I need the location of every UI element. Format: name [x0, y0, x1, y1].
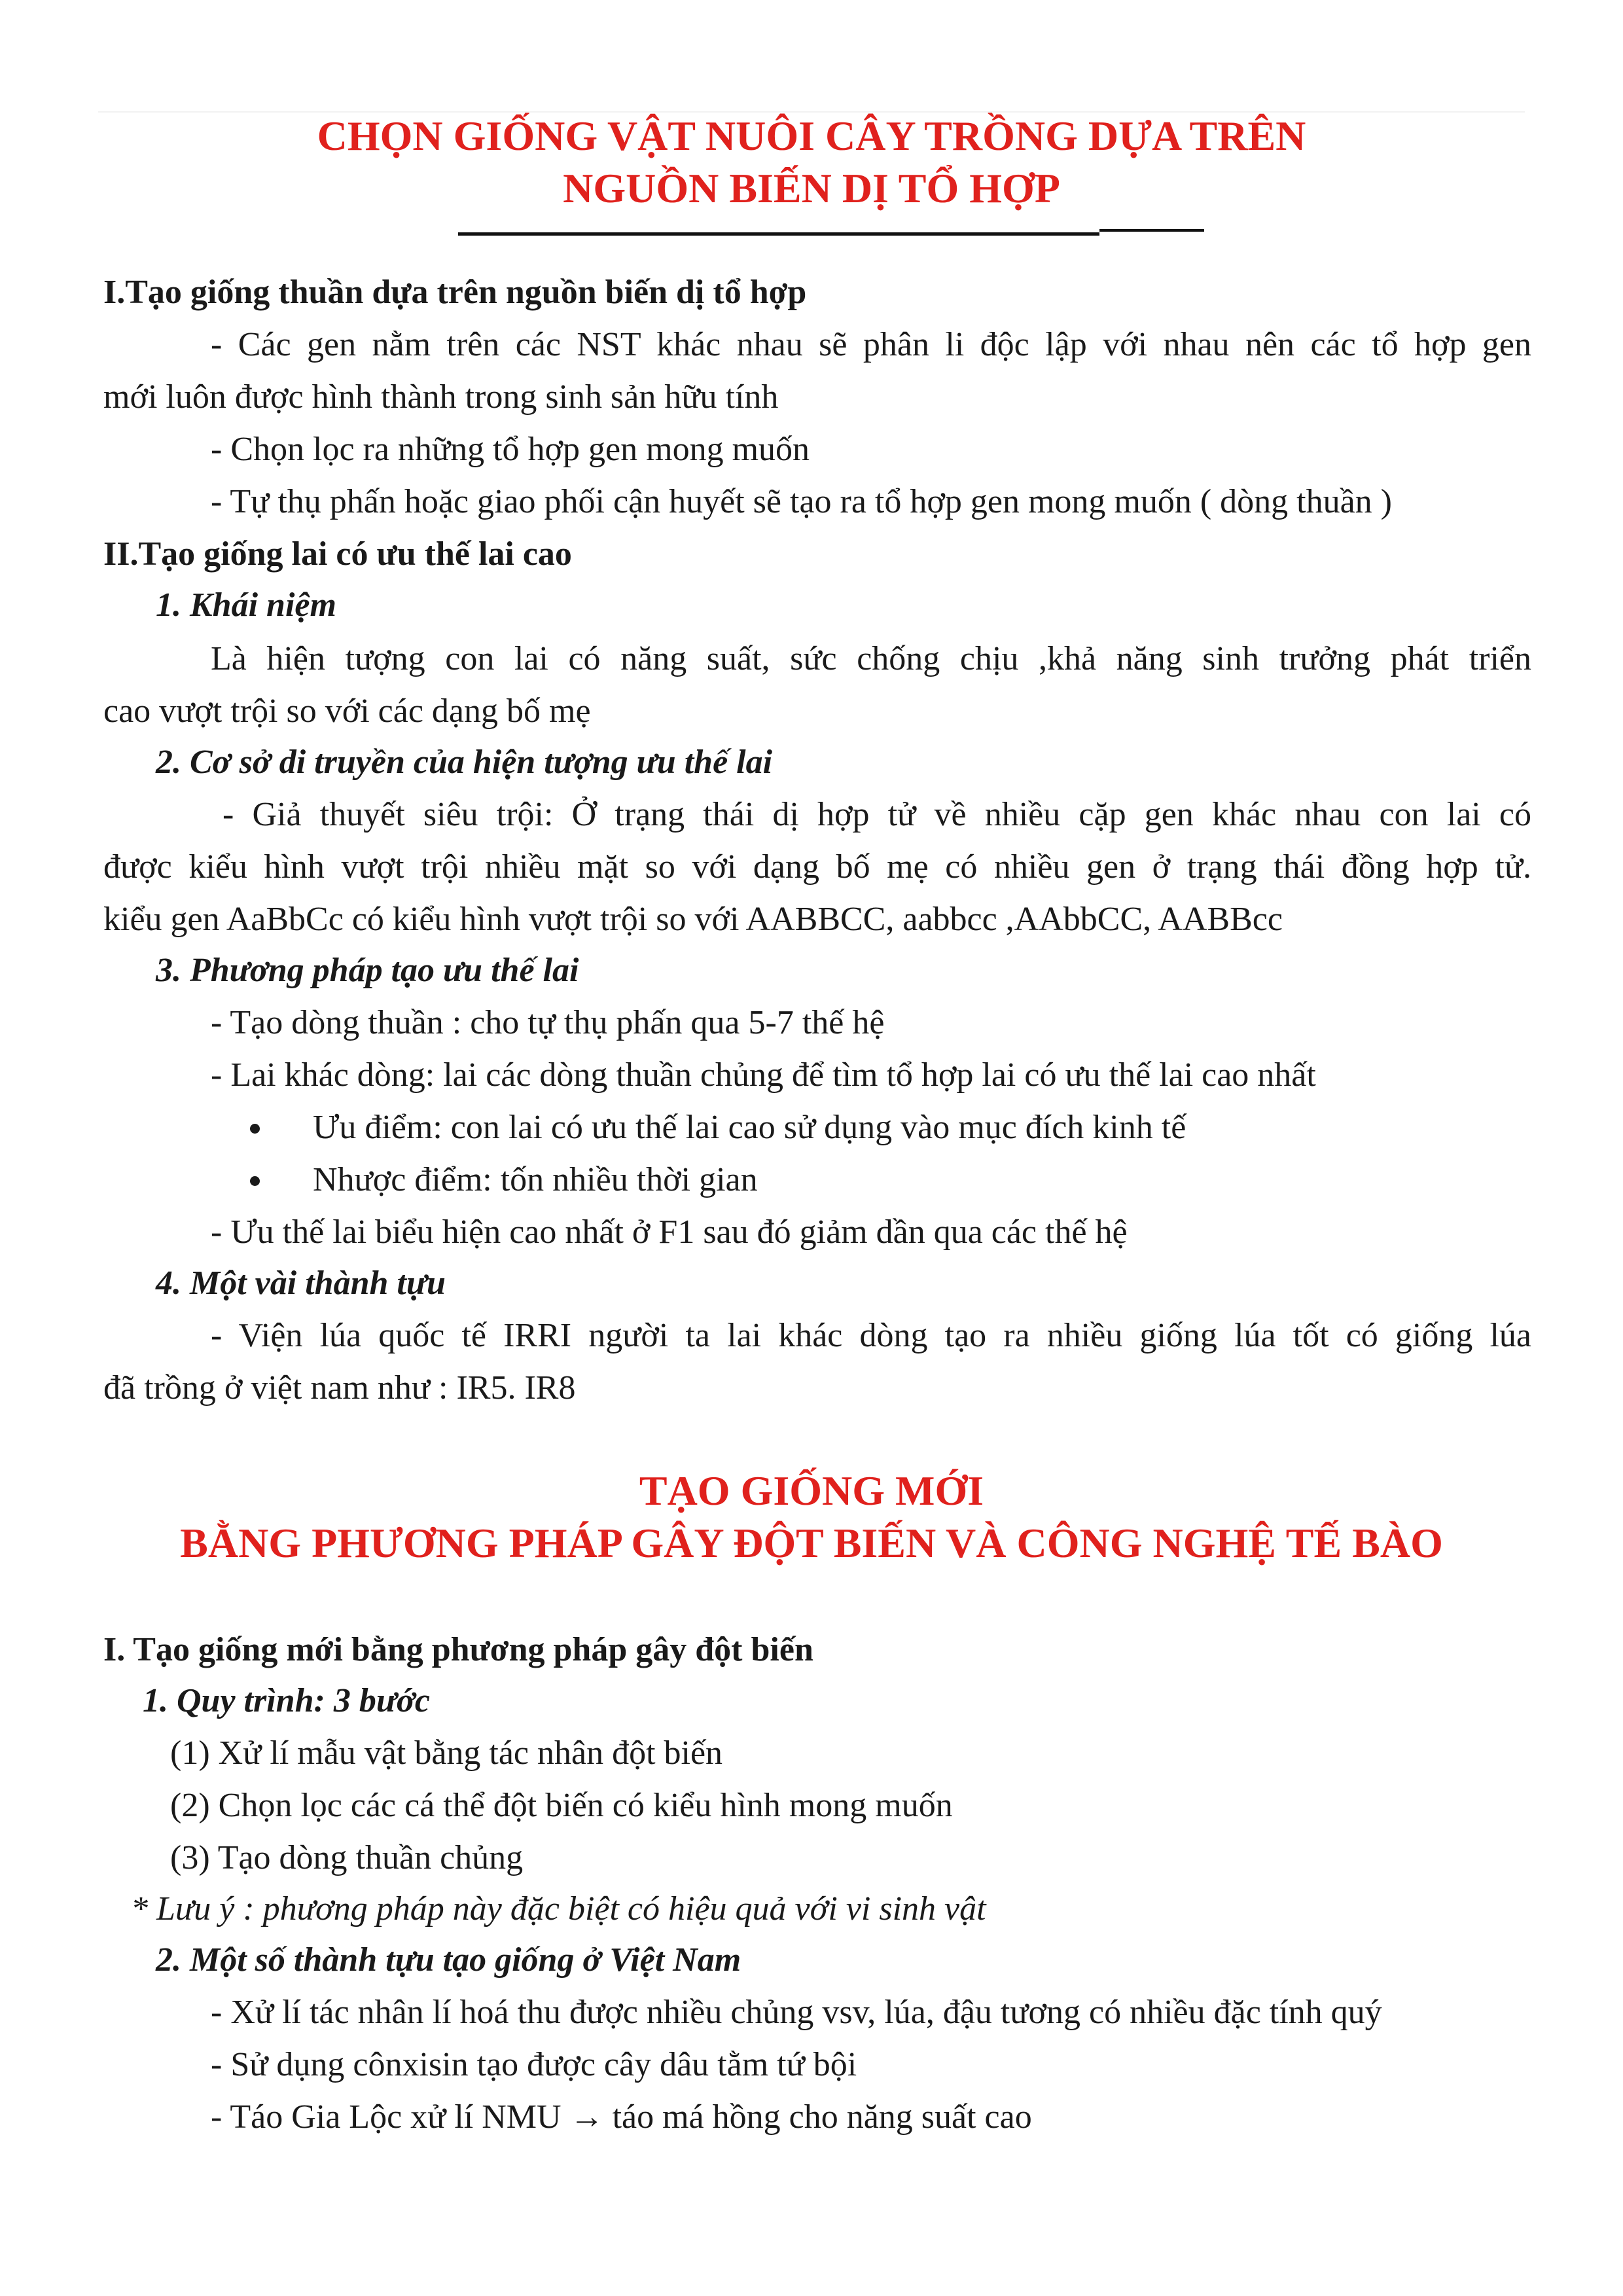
subheading-khai-niem: 1. Khái niệm: [156, 586, 336, 624]
heading-gay-dot-bien: I. Tạo giống mới bằng phương pháp gây đột biến: [103, 1631, 813, 1668]
thanh-tuu-vn-item2: - Sử dụng cônxisin tạo được cây dâu tằm tứ bội: [211, 2046, 857, 2083]
section2-title-line1: TẠO GIỐNG MỚI: [639, 1467, 984, 1514]
subheading-thanh-tuu: 4. Một vài thành tựu: [156, 1265, 446, 1302]
heading-part1: I.Tạo giống thuần dựa trên nguồn biến dị tổ hợp: [103, 274, 807, 311]
section1-title-line1: CHỌN GIỐNG VẬT NUÔI CÂY TRỒNG DỰA TRÊN: [317, 113, 1306, 159]
title-underline: [458, 232, 1099, 236]
subheading-quy-trinh: 1. Quy trình: 3 bước: [143, 1682, 430, 1719]
note-luu-y: * Lưu ý : phương pháp này đặc biệt có hiệu quả với vi sinh vật: [131, 1890, 986, 1928]
part1-item2: - Chọn lọc ra những tổ hợp gen mong muốn: [211, 431, 810, 468]
heading-part2: II.Tạo giống lai có ưu thế lai cao: [103, 535, 572, 573]
section2-title-line2: BẰNG PHƯƠNG PHÁP GÂY ĐỘT BIẾN VÀ CÔNG NGHỆ TẾ BÀO: [180, 1520, 1443, 1566]
phuong-phap-item2: - Lai khác dòng: lai các dòng thuần chủng để tìm tổ hợp lai có ưu thế lai cao nhất: [211, 1056, 1316, 1094]
subheading-thanh-tuu-vn: 2. Một số thành tựu tạo giống ở Việt Nam: [156, 1941, 741, 1979]
thanh-tuu-line1: - Viện lúa quốc tế IRRI người ta lai khác dòng tạo ra nhiều giống lúa tốt có giống lúa: [211, 1317, 1531, 1354]
co-so-line2: được kiểu hình vượt trội nhiều mặt so với dạng bố mẹ có nhiều gen ở trạng thái đồng hợp tử.: [103, 848, 1531, 886]
phuong-phap-item1: - Tạo dòng thuần : cho tự thụ phấn qua 5-7 thế hệ: [211, 1004, 885, 1041]
phuong-phap-bullet1: Ưu điểm: con lai có ưu thế lai cao sử dụng vào mục đích kinh tế: [313, 1109, 1186, 1146]
part1-item3: - Tự thụ phấn hoặc giao phối cận huyết sẽ tạo ra tổ hợp gen mong muốn ( dòng thuần ): [211, 483, 1392, 520]
khai-niem-line2: cao vượt trội so với các dạng bố mẹ: [103, 692, 591, 730]
subheading-co-so: 2. Cơ sở di truyền của hiện tượng ưu thế lai: [156, 744, 773, 781]
part1-para1-line1: - Các gen nằm trên các NST khác nhau sẽ phân li độc lập với nhau nên các tổ hợp gen: [211, 326, 1531, 363]
phuong-phap-item3: - Ưu thế lai biểu hiện cao nhất ở F1 sau đó giảm dần qua các thế hệ: [211, 1213, 1128, 1251]
section1-title-line2: NGUỒN BIẾN DỊ TỔ HỢP: [563, 165, 1060, 211]
co-so-line3: kiểu gen AaBbCc có kiểu hình vượt trội so với AABBCC, aabbcc ,AAbbCC, AABBcc: [103, 901, 1283, 938]
title-underline-segment: [1099, 229, 1204, 232]
co-so-line1: - Giả thuyết siêu trội: Ở trạng thái dị hợp tử về nhiều cặp gen khác nhau con lai có: [223, 796, 1531, 833]
bullet-icon: [250, 1124, 260, 1134]
thanh-tuu-vn-item1: - Xử lí tác nhân lí hoá thu được nhiều chủng vsv, lúa, đậu tương có nhiều đặc tính quý: [211, 1994, 1382, 2031]
thanh-tuu-line2: đã trồng ở việt nam như : IR5. IR8: [103, 1369, 576, 1407]
quy-trinh-step3: (3) Tạo dòng thuần chủng: [170, 1839, 524, 1876]
quy-trinh-step2: (2) Chọn lọc các cá thể đột biến có kiểu hình mong muốn: [170, 1787, 953, 1824]
quy-trinh-step1: (1) Xử lí mẫu vật bằng tác nhân đột biến: [170, 1734, 723, 1772]
thanh-tuu-vn-item3: - Táo Gia Lộc xử lí NMU → táo má hồng cho năng suất cao: [211, 2098, 1032, 2136]
khai-niem-line1: Là hiện tượng con lai có năng suất, sức chống chịu ,khả năng sinh trưởng phát triển: [211, 640, 1531, 677]
subheading-phuong-phap: 3. Phương pháp tạo ưu thế lai: [156, 952, 579, 989]
phuong-phap-bullet2: Nhược điểm: tốn nhiều thời gian: [313, 1161, 758, 1198]
bullet-icon: [250, 1176, 260, 1186]
part1-para1-line2: mới luôn được hình thành trong sinh sản hữu tính: [103, 378, 779, 416]
